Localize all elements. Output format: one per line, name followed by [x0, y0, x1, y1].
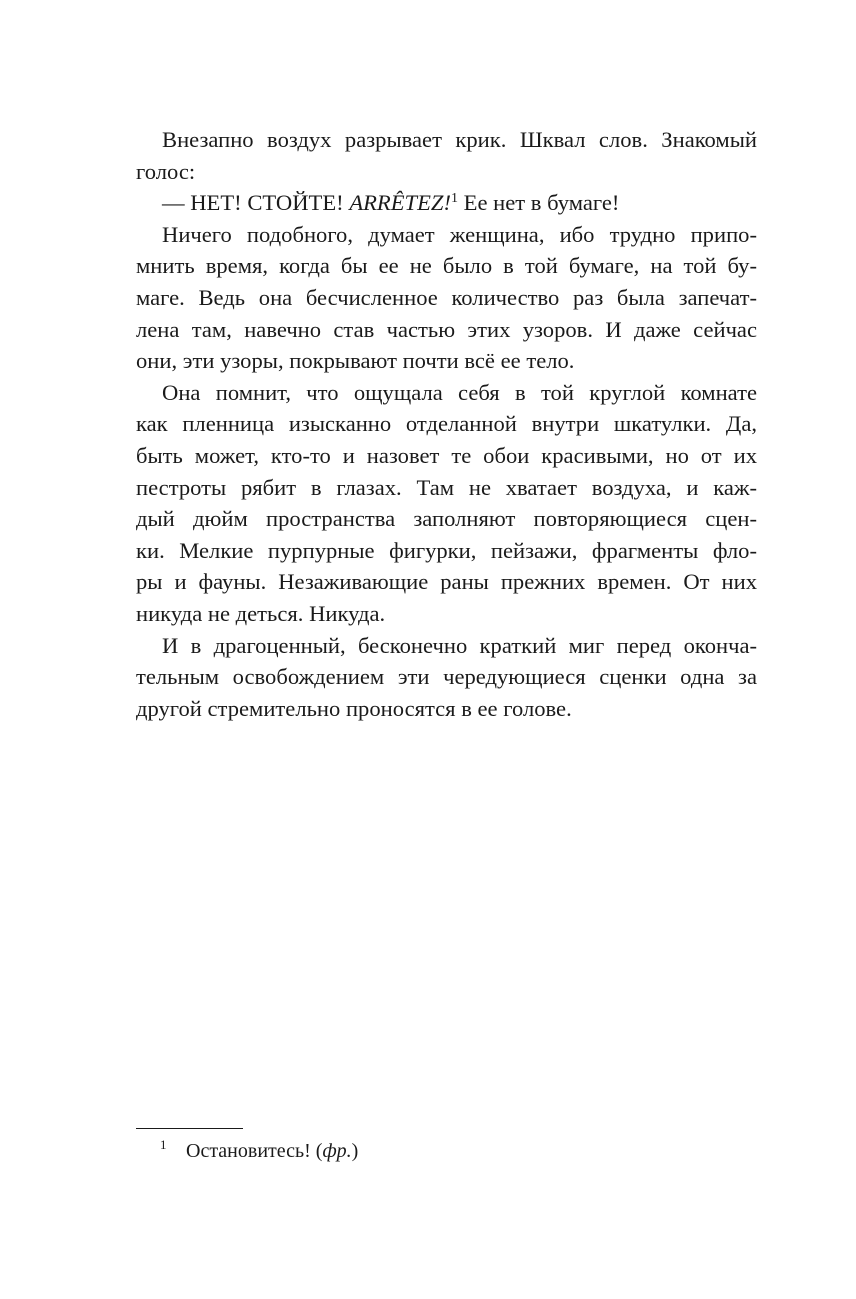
- dialogue-italic: ARRÊTEZ!: [349, 190, 451, 216]
- footnote-reference[interactable]: 1: [451, 191, 458, 207]
- main-text: [136, 124, 757, 724]
- text-line: Ничего подобного, думает женщина, ибо трудно припо-: [162, 221, 757, 247]
- text-line: ры и фауны. Незаживающие раны прежних времен. От них: [136, 569, 757, 595]
- text-line: голос:: [136, 158, 196, 184]
- text-line: тельным освобождением эти чередующиеся сценки одна за: [136, 664, 757, 690]
- text-line: ки. Мелкие пурпурные фигурки, пейзажи, фрагменты фло-: [136, 537, 757, 563]
- text-line: мнить время, когда бы ее не было в той бумаге, на той бу-: [136, 253, 757, 279]
- text-line: И в драгоценный, бесконечно краткий миг перед оконча-: [162, 632, 757, 658]
- paragraph-1: [136, 124, 757, 187]
- footnote-text: Остановитесь! (: [186, 1140, 323, 1162]
- footnote-close: ): [351, 1140, 359, 1162]
- text-line: маге. Ведь она бесчисленное количество раз была запечат-: [136, 284, 757, 310]
- text-line: лена там, навечно став частью этих узоров. И даже сейчас: [136, 316, 757, 342]
- text-line: дый дюйм пространства заполняют повторяющиеся сцен-: [136, 506, 757, 532]
- text-line: они, эти узоры, покрывают почти всё ее тело.: [136, 348, 575, 374]
- text-line: другой стремительно проносятся в ее голове.: [136, 695, 572, 721]
- dialogue-prefix: — НЕТ! СТОЙТЕ!: [162, 190, 350, 216]
- text-line: как пленница изысканно отделанной внутри шкатулки. Да,: [136, 411, 757, 437]
- text-line: Она помнит, что ощущала себя в той круглой комнате: [162, 379, 757, 405]
- text-line: быть может, кто-то и назовет те обои красивыми, но от их: [136, 442, 757, 468]
- paragraph-2: [136, 219, 757, 377]
- dialogue-line: [136, 187, 757, 219]
- paragraph-4: [136, 630, 757, 725]
- text-line: Внезапно воздух разрывает крик. Шквал слов. Знакомый: [162, 127, 757, 152]
- footnote-italic: фр.: [322, 1140, 352, 1162]
- paragraph-3: [136, 377, 757, 630]
- dialogue-suffix: Ее нет в бумаге!: [458, 190, 620, 216]
- footnote-divider: [136, 1128, 243, 1129]
- footnote: 1 Остановитесь! (фр.): [160, 1137, 359, 1162]
- text-line: никуда не деться. Никуда.: [136, 600, 386, 626]
- text-line: пестроты рябит в глазах. Там не хватает воздуха, и каж-: [136, 474, 757, 500]
